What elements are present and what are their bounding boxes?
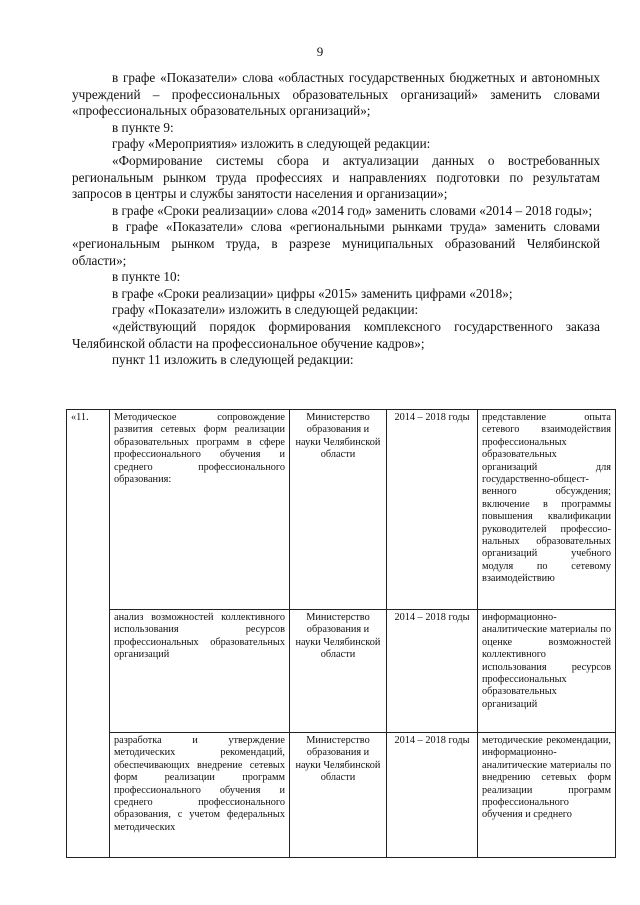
document-body — [72, 70, 600, 369]
organization-cell: Министерство образования и науки Челябинской области — [290, 733, 387, 858]
table-row — [67, 410, 616, 610]
table-row — [67, 733, 616, 858]
activity-cell: разработка и утверждение методических рекомендаций, обеспечивающих внедрение сетевых форм реализации программ профессионального обучения и среднего профессионального образования, с учетом федеральных методических — [110, 733, 290, 858]
paragraph: графу «Показатели» изложить в следующей редакции: — [112, 302, 419, 318]
paragraph: «действующий порядок формирования комплексного государственного заказа Челябинской области на профессиональное обучение кадров»; — [72, 318, 600, 351]
paragraph: в графе «Показатели» слова «региональными рынками труда» заменить словами «региональным рынком труда, в разрезе муниципальных образований Челябинской области»; — [72, 219, 600, 268]
paragraph: в графе «Сроки реализации» слова «2014 год» заменить словами «2014 – 2018 годы»; — [112, 202, 593, 218]
indicators-cell: представление опыта сетевого взаимодействия профессиональных образовательных организаций для государственно-общест-венного обсуждения; включение в программы повышения квалификации руководителей профессио-нальных образовательных организаций учебного модуля по сетевому взаимодействию — [478, 410, 616, 610]
paragraph: в графе «Сроки реализации» цифры «2015» заменить цифрами «2018»; — [112, 285, 513, 301]
item-number-cell: «11. — [67, 410, 110, 858]
paragraph: «Формирование системы сбора и актуализации данных о востребованных региональным рынком труда профессиях и направлениях подготовки по результатам запросов в центры и службы занятости населения и организации»; — [72, 152, 600, 202]
paragraph: в пункте 10: — [112, 269, 181, 285]
indicators-cell: информационно-аналитические материалы по оценке возможностей коллективного использования ресурсов профессиональных образовательных организаций — [478, 610, 616, 733]
paragraph: в графе «Показатели» слова «областных государственных бюджетных и автономных учреждений – профессиональных образовательных организаций» заменить словами «профессиональных образовательных организаций»; — [72, 70, 600, 119]
paragraph: графу «Мероприятия» изложить в следующей редакции: — [112, 136, 431, 152]
activity-cell: анализ возможностей коллективного использования ресурсов профессиональных образовательных организаций — [110, 610, 290, 733]
activity-cell: Методическое сопровождение развития сетевых форм реализации образовательных программ в сфере профессионального обучения и среднего профессионального образования: — [110, 410, 290, 610]
paragraph: пункт 11 изложить в следующей редакции: — [112, 352, 354, 368]
table-row — [67, 610, 616, 733]
term-cell: 2014 – 2018 годы — [387, 733, 478, 858]
organization-cell: Министерство образования и науки Челябинской области — [290, 410, 387, 610]
term-cell: 2014 – 2018 годы — [387, 410, 478, 610]
indicators-cell: методические рекомендации, информационно-аналитические материалы по внедрению сетевых форм реализации программ профессионального обучения и среднего — [478, 733, 616, 858]
term-cell: 2014 – 2018 годы — [387, 610, 478, 733]
paragraph: в пункте 9: — [112, 119, 174, 135]
organization-cell: Министерство образования и науки Челябинской области — [290, 610, 387, 733]
page-number: 9 — [316, 44, 324, 59]
measures-table — [66, 409, 616, 858]
